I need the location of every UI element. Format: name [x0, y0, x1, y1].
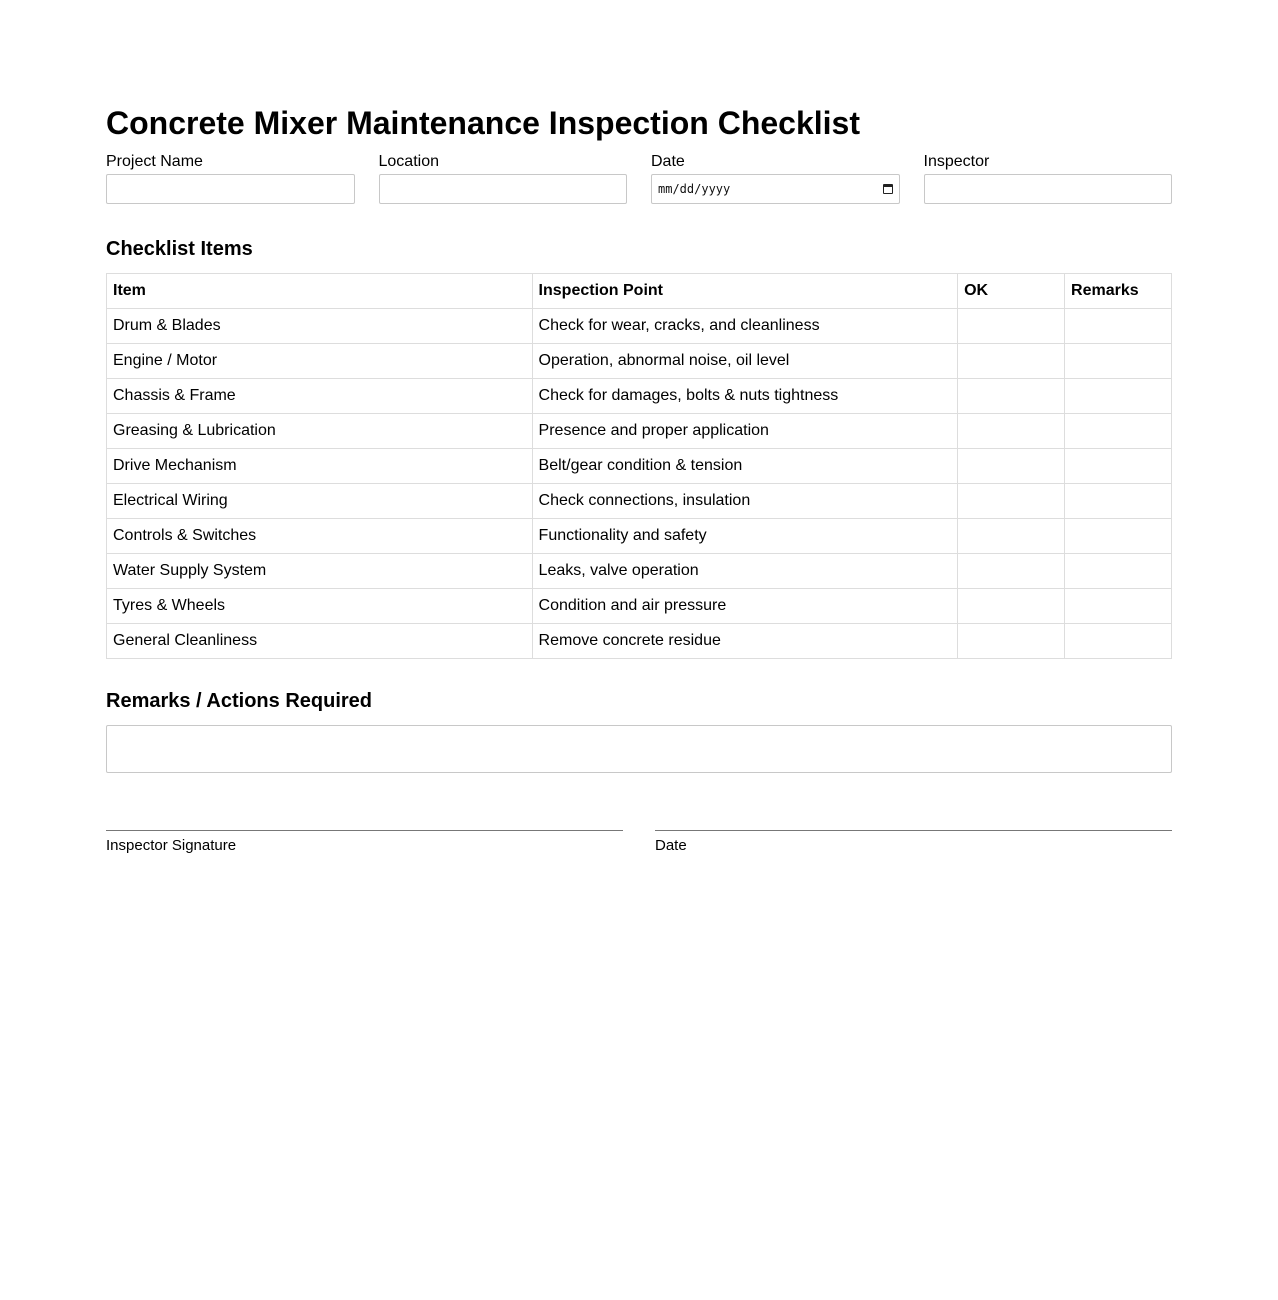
signature-date-block: [655, 830, 1172, 855]
remarks-cell[interactable]: [1065, 449, 1172, 484]
inspection-point-cell: Functionality and safety: [532, 519, 958, 554]
remarks-cell[interactable]: [1065, 589, 1172, 624]
date-input[interactable]: [651, 174, 900, 204]
remarks-cell[interactable]: [1065, 554, 1172, 589]
inspection-point-cell: Condition and air pressure: [532, 589, 958, 624]
table-row: [107, 449, 1172, 484]
remarks-cell[interactable]: [1065, 414, 1172, 449]
page-title: Concrete Mixer Maintenance Inspection Checklist: [106, 105, 860, 141]
calendar-icon[interactable]: [883, 184, 893, 194]
item-cell: Electrical Wiring: [107, 484, 533, 519]
remarks-textarea[interactable]: [106, 725, 1172, 773]
ok-cell[interactable]: [958, 414, 1065, 449]
remarks-cell[interactable]: [1065, 624, 1172, 659]
ok-cell[interactable]: [958, 519, 1065, 554]
ok-cell[interactable]: [958, 309, 1065, 344]
inspector-signature-block: [106, 830, 623, 855]
date-placeholder: mm/dd/yyyy: [658, 182, 731, 196]
ok-cell[interactable]: [958, 379, 1065, 414]
inspection-point-cell: Presence and proper application: [532, 414, 958, 449]
ok-cell[interactable]: [958, 344, 1065, 379]
table-row: [107, 589, 1172, 624]
date-group: [651, 152, 900, 204]
ok-cell[interactable]: [958, 554, 1065, 589]
location-label: Location: [378, 153, 439, 170]
inspector-signature-label: Inspector Signature: [106, 837, 237, 854]
table-row: [107, 309, 1172, 344]
table-row: [107, 484, 1172, 519]
signature-date-label: Date: [655, 837, 687, 854]
inspection-point-cell: Check for damages, bolts & nuts tightness: [532, 379, 958, 414]
project-name-label: Project Name: [106, 153, 203, 170]
table-row: [107, 554, 1172, 589]
location-input[interactable]: [379, 174, 628, 204]
inspection-point-cell: Check connections, insulation: [532, 484, 958, 519]
header-fields: [106, 152, 1172, 204]
location-group: [379, 152, 628, 204]
item-cell: Engine / Motor: [107, 344, 533, 379]
column-header-inspection-point: Inspection Point: [532, 274, 958, 309]
column-header-ok: OK: [958, 274, 1065, 309]
table-header-row: [107, 274, 1172, 309]
table-row: [107, 519, 1172, 554]
checklist-heading: Checklist Items: [106, 238, 253, 260]
remarks-cell[interactable]: [1065, 484, 1172, 519]
column-header-remarks: Remarks: [1065, 274, 1172, 309]
remarks-cell[interactable]: [1065, 309, 1172, 344]
inspector-group: [924, 152, 1173, 204]
item-cell: Water Supply System: [107, 554, 533, 589]
item-cell: Greasing & Lubrication: [107, 414, 533, 449]
remarks-cell[interactable]: [1065, 379, 1172, 414]
item-cell: Drum & Blades: [107, 309, 533, 344]
table-row: [107, 414, 1172, 449]
ok-cell[interactable]: [958, 449, 1065, 484]
inspection-point-cell: Leaks, valve operation: [532, 554, 958, 589]
inspection-point-cell: Belt/gear condition & tension: [532, 449, 958, 484]
item-cell: General Cleanliness: [107, 624, 533, 659]
ok-cell[interactable]: [958, 484, 1065, 519]
project-name-group: [106, 152, 355, 204]
ok-cell[interactable]: [958, 589, 1065, 624]
item-cell: Controls & Switches: [107, 519, 533, 554]
item-cell: Tyres & Wheels: [107, 589, 533, 624]
item-cell: Chassis & Frame: [107, 379, 533, 414]
remarks-cell[interactable]: [1065, 519, 1172, 554]
signature-line: [106, 830, 623, 831]
column-header-item: Item: [107, 274, 533, 309]
checklist-table: [106, 273, 1172, 659]
ok-cell[interactable]: [958, 624, 1065, 659]
item-cell: Drive Mechanism: [107, 449, 533, 484]
inspector-input[interactable]: [924, 174, 1173, 204]
table-row: [107, 344, 1172, 379]
table-row: [107, 379, 1172, 414]
table-row: [107, 624, 1172, 659]
date-line: [655, 830, 1172, 831]
inspection-point-cell: Check for wear, cracks, and cleanliness: [532, 309, 958, 344]
remarks-cell[interactable]: [1065, 344, 1172, 379]
inspection-point-cell: Operation, abnormal noise, oil level: [532, 344, 958, 379]
inspector-label: Inspector: [923, 153, 990, 170]
date-label: Date: [651, 153, 685, 170]
remarks-heading: Remarks / Actions Required: [106, 690, 373, 712]
inspection-point-cell: Remove concrete residue: [532, 624, 958, 659]
project-name-input[interactable]: [106, 174, 355, 204]
